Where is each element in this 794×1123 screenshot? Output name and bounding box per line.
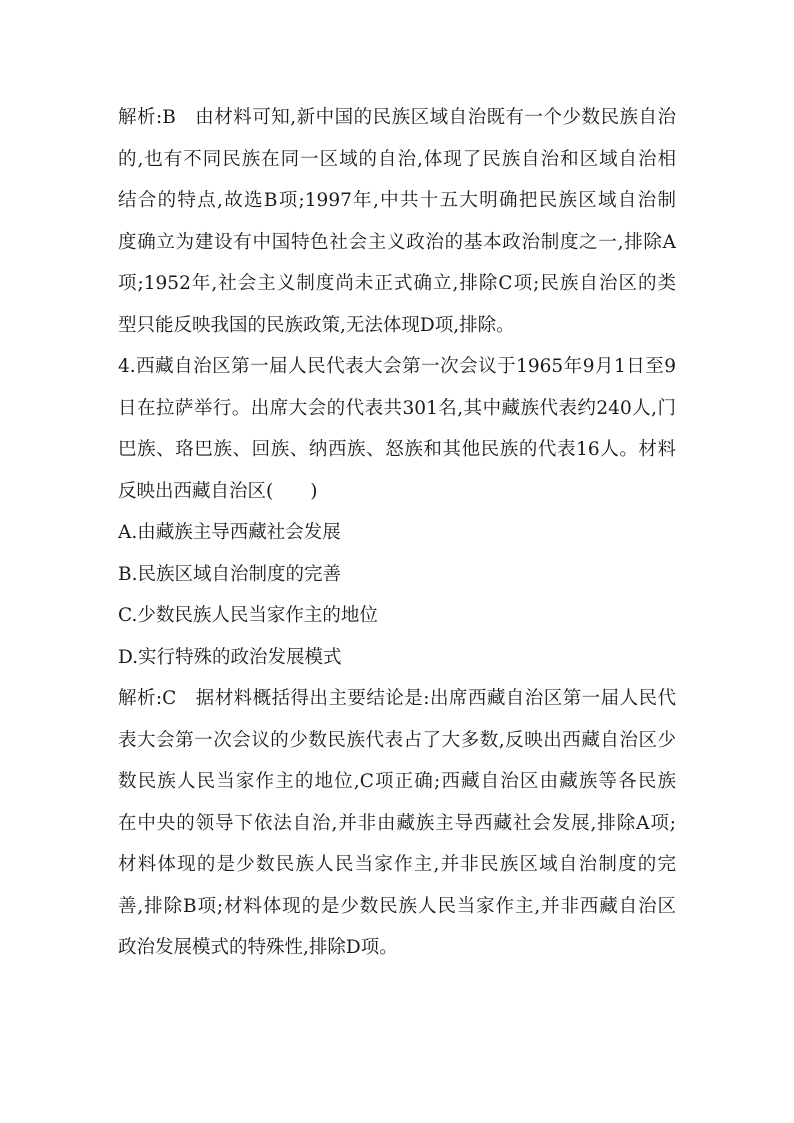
explanation-line: 数民族人民当家作主的地位,C项正确;西藏自治区由藏族等各民族 <box>118 771 676 792</box>
option-b: B.民族区域自治制度的完善 <box>118 563 341 585</box>
explanation-4 <box>118 678 676 969</box>
answer-options <box>118 512 676 678</box>
question-4 <box>118 346 676 678</box>
option-d: D.实行特殊的政治发展模式 <box>118 646 342 668</box>
explanation-line: 解析:B 由材料可知,新中国的民族区域自治既有一个少数民族自治 <box>118 107 676 128</box>
explanation-line: 在中央的领导下依法自治,并非由藏族主导西藏社会发展,排除A项; <box>118 812 676 834</box>
explanation-line: 型只能反映我国的民族政策,无法体现D项,排除。 <box>118 314 515 336</box>
explanation-line: 表大会第一次会议的少数民族代表占了大多数,反映出西藏自治区少 <box>118 729 676 751</box>
question-stem-line: 巴族、珞巴族、回族、纳西族、怒族和其他民族的代表16人。材料 <box>118 439 676 460</box>
question-stem-line: 4.西藏自治区第一届人民代表大会第一次会议于1965年9月1日至9 <box>118 356 676 377</box>
question-stem-line: 日在拉萨举行。出席大会的代表共301名,其中藏族代表约240人,门 <box>118 397 676 419</box>
document-body <box>118 97 676 969</box>
explanation-line: 政治发展模式的特殊性,排除D项。 <box>118 937 398 958</box>
explanation-line: 的,也有不同民族在同一区域的自治,体现了民族自治和区域自治相 <box>118 148 676 170</box>
explanation-line: 善,排除B项;材料体现的是少数民族人民当家作主,并非西藏自治区 <box>118 895 676 917</box>
explanation-line: 项;1952年,社会主义制度尚未正式确立,排除C项;民族自治区的类 <box>118 273 676 294</box>
question-stem <box>118 346 676 512</box>
explanation-line: 度确立为建设有中国特色社会主义政治的基本政治制度之一,排除A <box>118 231 676 253</box>
option-a: A.由藏族主导西藏社会发展 <box>118 522 341 543</box>
question-stem-line: 反映出西藏自治区( ) <box>118 480 318 502</box>
option-c: C.少数民族人民当家作主的地位 <box>118 605 378 626</box>
explanation-3 <box>118 97 676 346</box>
explanation-line: 材料体现的是少数民族人民当家作主,并非民族区域自治制度的完 <box>118 854 676 875</box>
explanation-line: 解析:C 据材料概括得出主要结论是:出席西藏自治区第一届人民代 <box>118 688 676 709</box>
explanation-line: 结合的特点,故选B项;1997年,中共十五大明确把民族区域自治制 <box>118 190 676 211</box>
